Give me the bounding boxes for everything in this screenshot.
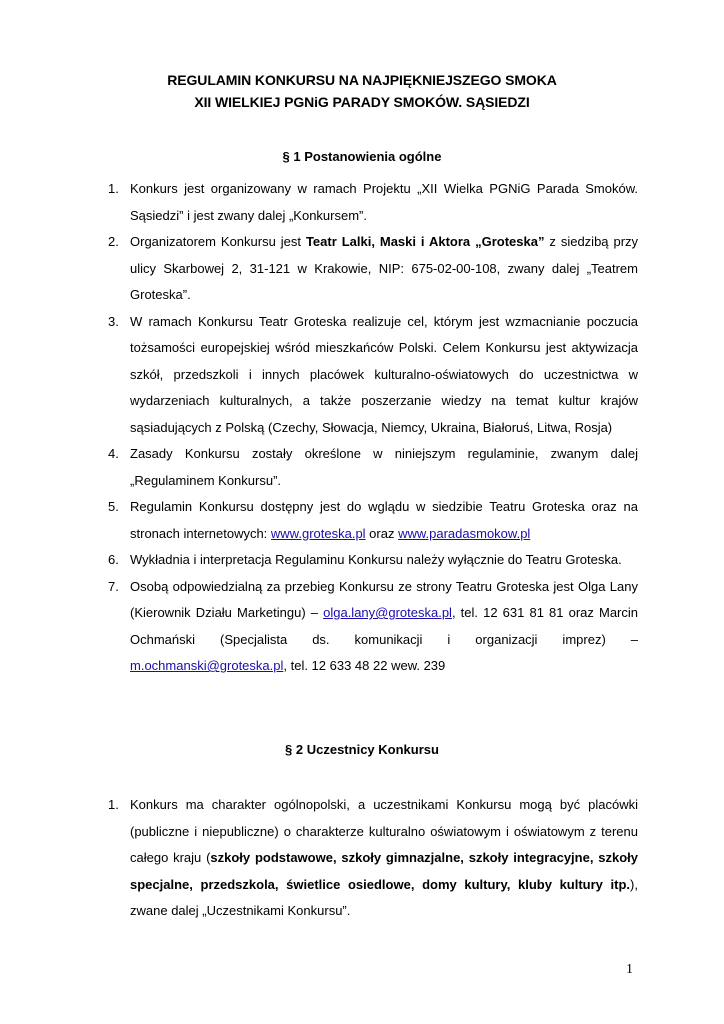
text-segment: Organizatorem Konkursu jest: [130, 234, 306, 249]
text-segment: oraz: [365, 525, 399, 541]
olga-lany-email-link[interactable]: olga.lany@groteska.pl: [323, 605, 452, 620]
document-title-line-1: REGULAMIN KONKURSU NA NAJPIĘKNIEJSZEGO SMOKA: [167, 72, 557, 88]
list-item-number: 1.: [108, 797, 119, 812]
list-item: [0, 309, 724, 442]
page-number: 1: [626, 962, 633, 977]
text-segment: Konkurs ma charakter ogólnopolski, a uczestnikami Konkursu mogą być placówki (publiczne i niepubliczne) o charakterze kulturalno oświatowym i oświatowym z terenu całego kraju (: [130, 797, 638, 865]
text-segment: Regulamin Konkursu dostępny jest do wglądu w siedzibie Teatru Groteska oraz na stronach internetowych:: [130, 499, 638, 541]
document-title-line-2: XII WIELKIEJ PGNiG PARADY SMOKÓW. SĄSIEDZI: [194, 94, 530, 110]
section-1-list: [0, 176, 724, 680]
list-item-text: W ramach Konkursu Teatr Groteska realizuje cel, którym jest wzmacnianie poczucia tożsamości europejskiej wśród mieszkańców Polski. Celem Konkursu jest aktywizacja szkół, przedszkoli i innych placówek kulturalno-oświatowych do uczestnictwa w wydarzeniach kulturalnych, a także poszerzanie wiedzy na temat kultur krajów sąsiadujących z Polską (Czechy, Słowacja, Niemcy, Ukraina, Białoruś, Litwa, Rosja): [130, 313, 638, 435]
list-item-number: 7.: [108, 578, 119, 594]
groteska-website-link[interactable]: www.groteska.pl: [270, 525, 366, 541]
list-item-text: Zasady Konkursu zostały określone w niniejszym regulaminie, zwanym dalej „Regulaminem Konkursu”.: [130, 446, 638, 488]
text-segment: ), zwane dalej „Uczestnikami Konkursu”.: [130, 876, 638, 918]
list-item: [0, 494, 724, 547]
text-segment: z siedzibą przy ulicy Skarbowej 2, 31-121 w Krakowie, NIP: 675-02-00-108, zwany dalej „Teatrem Groteska”.: [130, 234, 639, 302]
list-item-number: 3.: [108, 313, 119, 329]
list-item-text: Wykładnia i interpretacja Regulaminu Konkursu należy wyłącznie do Teatru Groteska.: [130, 552, 622, 567]
text-segment: Osobą odpowiedzialną za przebieg Konkursu ze strony Teatru Groteska jest Olga Lany (Kierownik Działu Marketingu) –: [130, 578, 638, 620]
list-item-number: 4.: [108, 446, 119, 461]
paradasmokow-website-link[interactable]: www.paradasmokow.pl: [398, 525, 531, 541]
section-2-heading: § 2 Uczestnicy Konkursu: [285, 742, 439, 757]
list-item-text: [130, 792, 638, 925]
list-item: [0, 176, 724, 229]
organizer-name: Teatr Lalki, Maski i Aktora „Groteska”: [305, 234, 545, 249]
section-2-list: [0, 792, 724, 925]
list-item-text: [130, 574, 638, 680]
m-ochmanski-email-link[interactable]: m.ochmanski@groteska.pl: [130, 658, 284, 673]
list-item-text: [130, 494, 638, 547]
participant-types: szkoły podstawowe, szkoły gimnazjalne, szkoły integracyjne, szkoły specjalne, przedszkola, świetlice osiedlowe, domy kultury, kluby kultury itp.: [130, 850, 638, 892]
text-segment: , tel. 12 631 81 81 oraz Marcin Ochmański (Specjalista ds. komunikacji i organizacji imprez) –: [130, 605, 638, 647]
list-item-number: 2.: [108, 234, 119, 249]
section-1-heading: § 1 Postanowienia ogólne: [282, 149, 442, 164]
list-item: [0, 441, 724, 494]
list-item: [0, 229, 724, 309]
list-item-text: Konkurs jest organizowany w ramach Projektu „XII Wielka PGNiG Parada Smoków. Sąsiedzi” i jest zwany dalej „Konkursem”.: [130, 181, 638, 223]
list-item-number: 5.: [108, 499, 119, 514]
list-item: [0, 574, 724, 680]
list-item-number: 1.: [108, 181, 119, 196]
list-item: [0, 792, 724, 925]
text-segment: , tel. 12 633 48 22 wew. 239: [283, 658, 446, 673]
list-item: [0, 547, 724, 574]
list-item-text: [130, 229, 638, 309]
list-item-number: 6.: [108, 552, 119, 567]
